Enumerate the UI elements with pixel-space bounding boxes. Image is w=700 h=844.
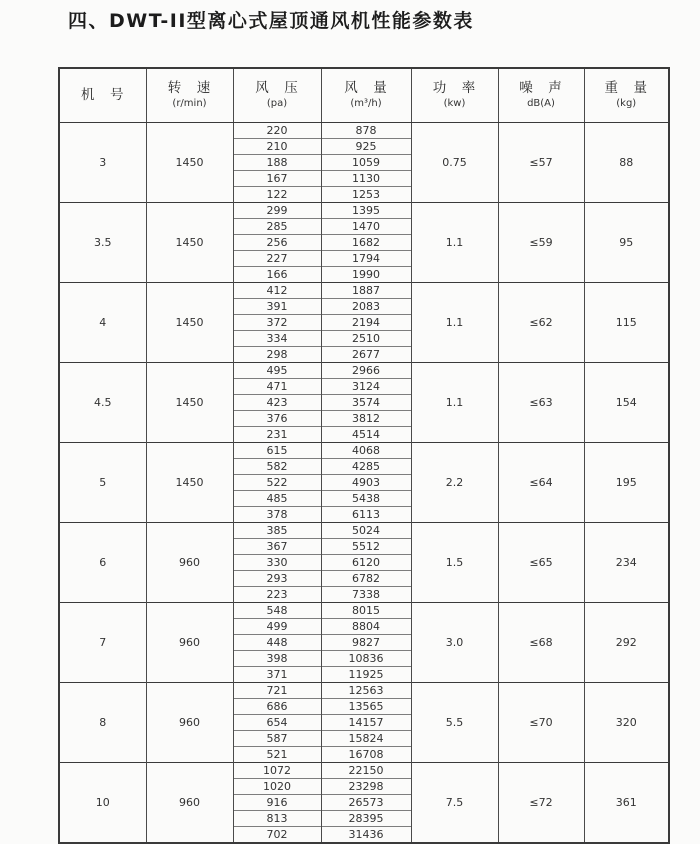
pressure-cell: 299 bbox=[233, 202, 321, 218]
power-cell: 1.1 bbox=[411, 362, 498, 442]
column-header-unit: (r/min) bbox=[172, 98, 207, 110]
volume-cell: 2510 bbox=[321, 330, 411, 346]
pressure-cell: 499 bbox=[233, 618, 321, 634]
column-header-unit: (kg) bbox=[616, 98, 637, 110]
volume-cell: 6782 bbox=[321, 570, 411, 586]
speed-cell: 960 bbox=[146, 602, 233, 682]
noise-cell: ≤65 bbox=[498, 522, 584, 602]
volume-cell: 2677 bbox=[321, 346, 411, 362]
group-row-model-3.5 bbox=[59, 202, 669, 218]
column-header-speed bbox=[146, 68, 233, 122]
pressure-cell: 615 bbox=[233, 442, 321, 458]
group-row-model-10 bbox=[59, 762, 669, 778]
pressure-cell: 330 bbox=[233, 554, 321, 570]
volume-cell: 3124 bbox=[321, 378, 411, 394]
pressure-cell: 298 bbox=[233, 346, 321, 362]
volume-cell: 26573 bbox=[321, 794, 411, 810]
column-header-label: 转 速 bbox=[167, 80, 212, 97]
pressure-cell: 548 bbox=[233, 602, 321, 618]
pressure-cell: 521 bbox=[233, 746, 321, 762]
volume-cell: 9827 bbox=[321, 634, 411, 650]
model-cell: 7 bbox=[59, 602, 146, 682]
volume-cell: 6113 bbox=[321, 506, 411, 522]
volume-cell: 4285 bbox=[321, 458, 411, 474]
model-cell: 5 bbox=[59, 442, 146, 522]
volume-cell: 16708 bbox=[321, 746, 411, 762]
power-cell: 3.0 bbox=[411, 602, 498, 682]
table-header bbox=[59, 68, 669, 122]
pressure-cell: 385 bbox=[233, 522, 321, 538]
noise-cell: ≤57 bbox=[498, 122, 584, 202]
volume-cell: 3812 bbox=[321, 410, 411, 426]
weight-cell: 361 bbox=[584, 762, 669, 843]
volume-cell: 5024 bbox=[321, 522, 411, 538]
group-row-model-4.5 bbox=[59, 362, 669, 378]
model-cell: 3 bbox=[59, 122, 146, 202]
volume-cell: 31436 bbox=[321, 826, 411, 843]
column-header-label: 风 压 bbox=[255, 80, 299, 97]
volume-cell: 5438 bbox=[321, 490, 411, 506]
weight-cell: 234 bbox=[584, 522, 669, 602]
volume-cell: 1059 bbox=[321, 154, 411, 170]
volume-cell: 1395 bbox=[321, 202, 411, 218]
power-cell: 7.5 bbox=[411, 762, 498, 843]
column-header-power bbox=[411, 68, 498, 122]
volume-cell: 4903 bbox=[321, 474, 411, 490]
volume-cell: 1794 bbox=[321, 250, 411, 266]
volume-cell: 5512 bbox=[321, 538, 411, 554]
pressure-cell: 721 bbox=[233, 682, 321, 698]
column-header-unit: dB(A) bbox=[527, 98, 555, 110]
pressure-cell: 702 bbox=[233, 826, 321, 843]
table-body bbox=[59, 122, 669, 843]
pressure-cell: 227 bbox=[233, 250, 321, 266]
pressure-cell: 285 bbox=[233, 218, 321, 234]
pressure-cell: 485 bbox=[233, 490, 321, 506]
column-header-volume bbox=[321, 68, 411, 122]
pressure-cell: 686 bbox=[233, 698, 321, 714]
model-cell: 8 bbox=[59, 682, 146, 762]
volume-cell: 7338 bbox=[321, 586, 411, 602]
volume-cell: 28395 bbox=[321, 810, 411, 826]
volume-cell: 925 bbox=[321, 138, 411, 154]
pressure-cell: 471 bbox=[233, 378, 321, 394]
pressure-cell: 122 bbox=[233, 186, 321, 202]
pressure-cell: 220 bbox=[233, 122, 321, 138]
group-row-model-6 bbox=[59, 522, 669, 538]
pressure-cell: 813 bbox=[233, 810, 321, 826]
pressure-cell: 412 bbox=[233, 282, 321, 298]
pressure-cell: 293 bbox=[233, 570, 321, 586]
column-header-label: 功 率 bbox=[432, 80, 477, 97]
power-cell: 5.5 bbox=[411, 682, 498, 762]
volume-cell: 15824 bbox=[321, 730, 411, 746]
pressure-cell: 367 bbox=[233, 538, 321, 554]
volume-cell: 1253 bbox=[321, 186, 411, 202]
pressure-cell: 166 bbox=[233, 266, 321, 282]
table-header-row bbox=[59, 68, 669, 122]
pressure-cell: 188 bbox=[233, 154, 321, 170]
pressure-cell: 378 bbox=[233, 506, 321, 522]
pressure-cell: 495 bbox=[233, 362, 321, 378]
pressure-cell: 210 bbox=[233, 138, 321, 154]
weight-cell: 320 bbox=[584, 682, 669, 762]
pressure-cell: 334 bbox=[233, 330, 321, 346]
speed-cell: 960 bbox=[146, 762, 233, 843]
volume-cell: 2083 bbox=[321, 298, 411, 314]
power-cell: 1.5 bbox=[411, 522, 498, 602]
volume-cell: 8804 bbox=[321, 618, 411, 634]
weight-cell: 195 bbox=[584, 442, 669, 522]
group-row-model-4 bbox=[59, 282, 669, 298]
volume-cell: 2194 bbox=[321, 314, 411, 330]
column-header-unit: (pa) bbox=[266, 98, 288, 110]
volume-cell: 3574 bbox=[321, 394, 411, 410]
group-row-model-8 bbox=[59, 682, 669, 698]
volume-cell: 1682 bbox=[321, 234, 411, 250]
volume-cell: 1990 bbox=[321, 266, 411, 282]
column-header-unit: (kw) bbox=[443, 98, 466, 110]
pressure-cell: 376 bbox=[233, 410, 321, 426]
pressure-cell: 223 bbox=[233, 586, 321, 602]
pressure-cell: 1020 bbox=[233, 778, 321, 794]
group-row-model-3 bbox=[59, 122, 669, 138]
pressure-cell: 448 bbox=[233, 634, 321, 650]
model-cell: 4.5 bbox=[59, 362, 146, 442]
weight-cell: 292 bbox=[584, 602, 669, 682]
noise-cell: ≤68 bbox=[498, 602, 584, 682]
volume-cell: 6120 bbox=[321, 554, 411, 570]
weight-cell: 95 bbox=[584, 202, 669, 282]
speed-cell: 960 bbox=[146, 682, 233, 762]
column-header-label: 重 量 bbox=[604, 80, 648, 97]
volume-cell: 8015 bbox=[321, 602, 411, 618]
volume-cell: 22150 bbox=[321, 762, 411, 778]
weight-cell: 88 bbox=[584, 122, 669, 202]
pressure-cell: 587 bbox=[233, 730, 321, 746]
noise-cell: ≤63 bbox=[498, 362, 584, 442]
column-header-weight bbox=[584, 68, 669, 122]
pressure-cell: 1072 bbox=[233, 762, 321, 778]
performance-parameter-table bbox=[58, 67, 670, 844]
column-header-label: 噪 声 bbox=[519, 80, 563, 97]
power-cell: 0.75 bbox=[411, 122, 498, 202]
volume-cell: 2966 bbox=[321, 362, 411, 378]
pressure-cell: 256 bbox=[233, 234, 321, 250]
volume-cell: 10836 bbox=[321, 650, 411, 666]
page-title: 四、DWT-II型离心式屋顶通风机性能参数表 bbox=[68, 10, 474, 32]
pressure-cell: 371 bbox=[233, 666, 321, 682]
group-row-model-5 bbox=[59, 442, 669, 458]
column-header-noise bbox=[498, 68, 584, 122]
column-header-pressure bbox=[233, 68, 321, 122]
speed-cell: 1450 bbox=[146, 122, 233, 202]
volume-cell: 1130 bbox=[321, 170, 411, 186]
noise-cell: ≤72 bbox=[498, 762, 584, 843]
pressure-cell: 391 bbox=[233, 298, 321, 314]
weight-cell: 115 bbox=[584, 282, 669, 362]
column-header-label: 机 号 bbox=[81, 86, 125, 103]
volume-cell: 1887 bbox=[321, 282, 411, 298]
pressure-cell: 582 bbox=[233, 458, 321, 474]
volume-cell: 4514 bbox=[321, 426, 411, 442]
volume-cell: 4068 bbox=[321, 442, 411, 458]
noise-cell: ≤59 bbox=[498, 202, 584, 282]
speed-cell: 1450 bbox=[146, 362, 233, 442]
noise-cell: ≤62 bbox=[498, 282, 584, 362]
column-header-unit: (m³/h) bbox=[350, 98, 382, 110]
noise-cell: ≤64 bbox=[498, 442, 584, 522]
noise-cell: ≤70 bbox=[498, 682, 584, 762]
pressure-cell: 916 bbox=[233, 794, 321, 810]
column-header-model bbox=[59, 68, 146, 122]
speed-cell: 960 bbox=[146, 522, 233, 602]
column-header-label: 风 量 bbox=[344, 80, 388, 97]
pressure-cell: 372 bbox=[233, 314, 321, 330]
volume-cell: 1470 bbox=[321, 218, 411, 234]
model-cell: 4 bbox=[59, 282, 146, 362]
model-cell: 10 bbox=[59, 762, 146, 843]
model-cell: 3.5 bbox=[59, 202, 146, 282]
volume-cell: 13565 bbox=[321, 698, 411, 714]
volume-cell: 12563 bbox=[321, 682, 411, 698]
pressure-cell: 231 bbox=[233, 426, 321, 442]
pressure-cell: 167 bbox=[233, 170, 321, 186]
pressure-cell: 522 bbox=[233, 474, 321, 490]
volume-cell: 14157 bbox=[321, 714, 411, 730]
pressure-cell: 423 bbox=[233, 394, 321, 410]
speed-cell: 1450 bbox=[146, 202, 233, 282]
power-cell: 2.2 bbox=[411, 442, 498, 522]
volume-cell: 11925 bbox=[321, 666, 411, 682]
pressure-cell: 398 bbox=[233, 650, 321, 666]
group-row-model-7 bbox=[59, 602, 669, 618]
model-cell: 6 bbox=[59, 522, 146, 602]
power-cell: 1.1 bbox=[411, 202, 498, 282]
volume-cell: 23298 bbox=[321, 778, 411, 794]
power-cell: 1.1 bbox=[411, 282, 498, 362]
weight-cell: 154 bbox=[584, 362, 669, 442]
speed-cell: 1450 bbox=[146, 282, 233, 362]
volume-cell: 878 bbox=[321, 122, 411, 138]
pressure-cell: 654 bbox=[233, 714, 321, 730]
speed-cell: 1450 bbox=[146, 442, 233, 522]
